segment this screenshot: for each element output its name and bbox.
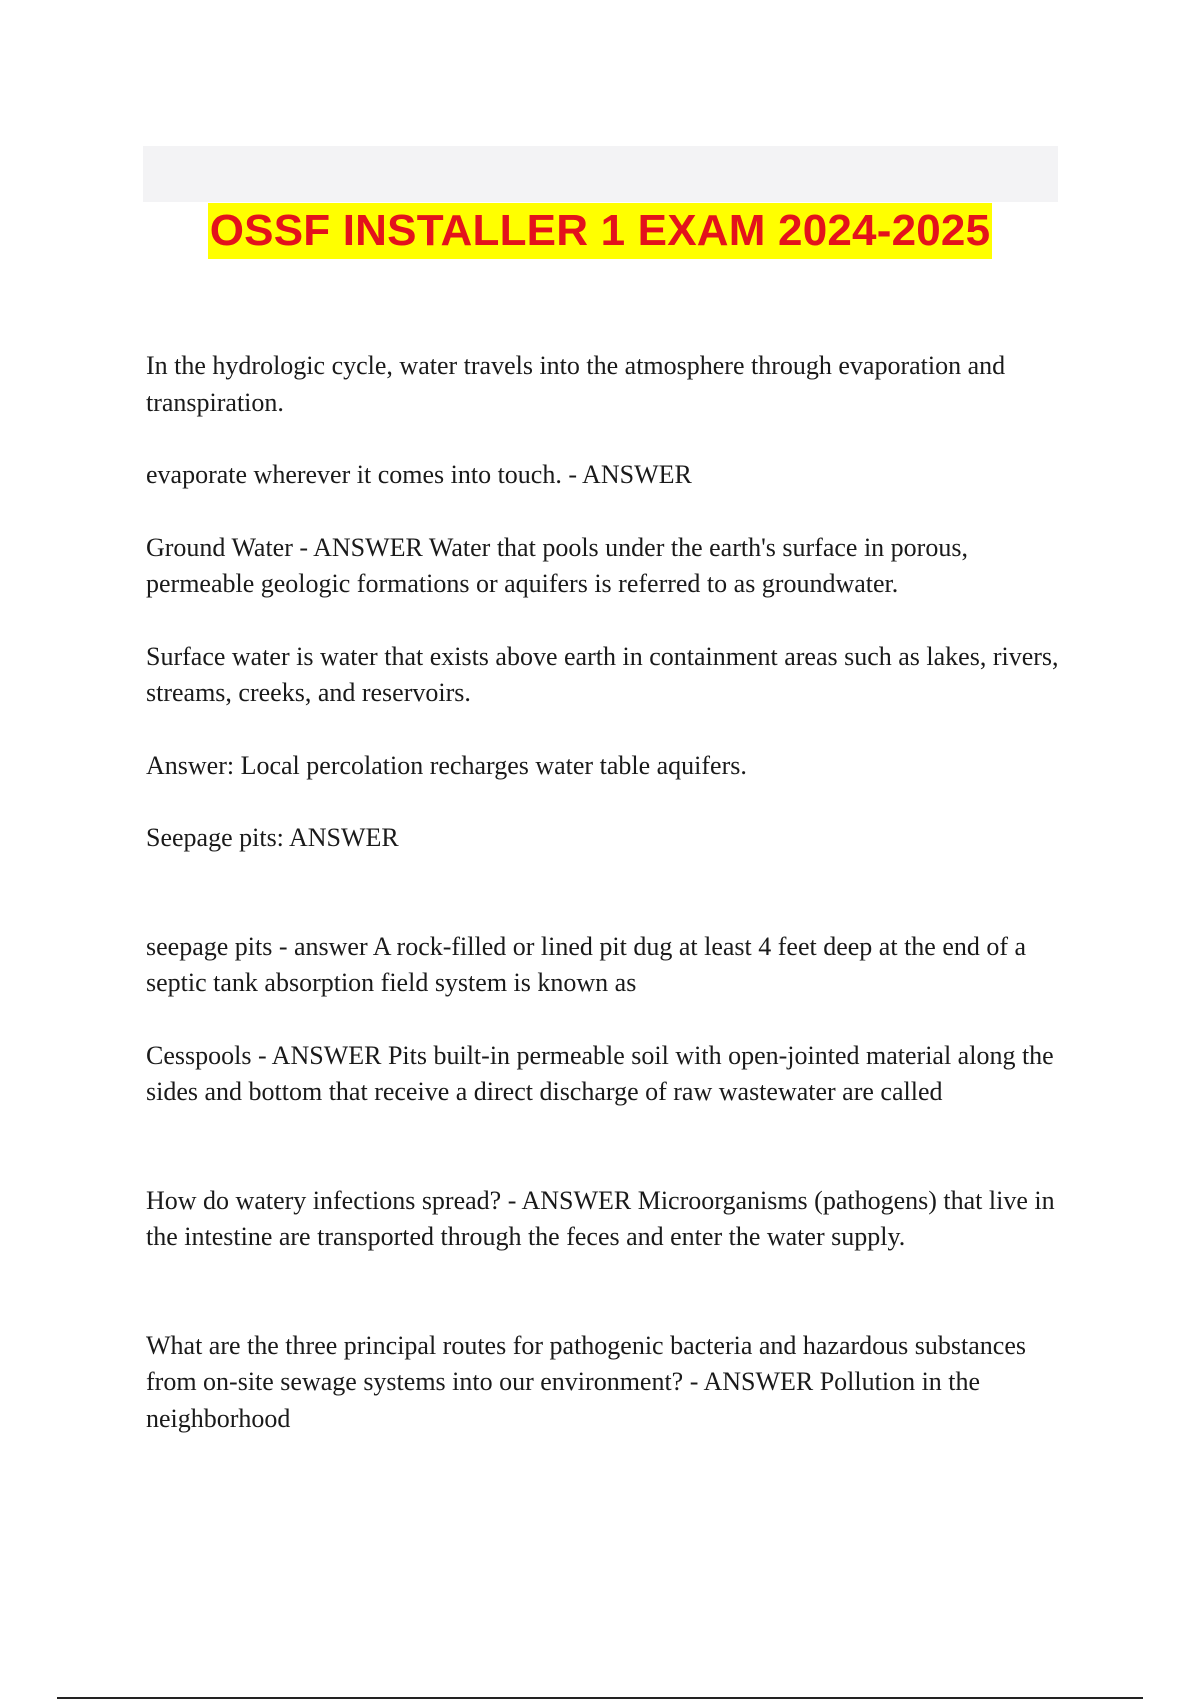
paragraph-ground-water: Ground Water - ANSWER Water that pools under the earth's surface in porous, permeable geologic formations or aquifers is referred to as groundwater. <box>146 532 968 598</box>
paragraph-cesspools: Cesspools - ANSWER Pits built-in permeable soil with open-jointed material along the sides and bottom that receive a direct discharge of raw wastewater are called <box>146 1040 1054 1106</box>
paragraph-evaporate: evaporate wherever it comes into touch. - ANSWER <box>146 460 692 489</box>
paragraph-seepage-pits: seepage pits - answer A rock-filled or lined pit dug at least 4 feet deep at the end of a septic tank absorption field system is known as <box>146 931 1027 997</box>
paragraph-seepage-pits-heading: Seepage pits: ANSWER <box>146 823 399 852</box>
document-title: OSSF INSTALLER 1 EXAM 2024-2025 <box>208 203 993 259</box>
paragraph-watery-infections: How do watery infections spread? - ANSWER Microorganisms (pathogens) that live in the intestine are transported through the feces and enter the water supply. <box>146 1185 1055 1251</box>
paragraph-percolation: Answer: Local percolation recharges water table aquifers. <box>146 750 747 780</box>
header-band <box>143 146 1058 202</box>
title-area <box>0 203 1200 259</box>
footer-divider <box>57 1697 1143 1699</box>
paragraph-hydrologic-cycle: In the hydrologic cycle, water travels into the atmosphere through evaporation and transpiration. <box>146 351 1006 417</box>
paragraph-surface-water: Surface water is water that exists above earth in containment areas such as lakes, rivers, streams, creeks, and reservoirs. <box>146 641 1059 707</box>
document-body <box>146 348 1066 1437</box>
paragraph-pathogen-routes: What are the three principal routes for pathogenic bacteria and hazardous substances from on-site sewage systems into our environment? - ANSWER Pollution in the neighborhood <box>146 1330 1027 1433</box>
